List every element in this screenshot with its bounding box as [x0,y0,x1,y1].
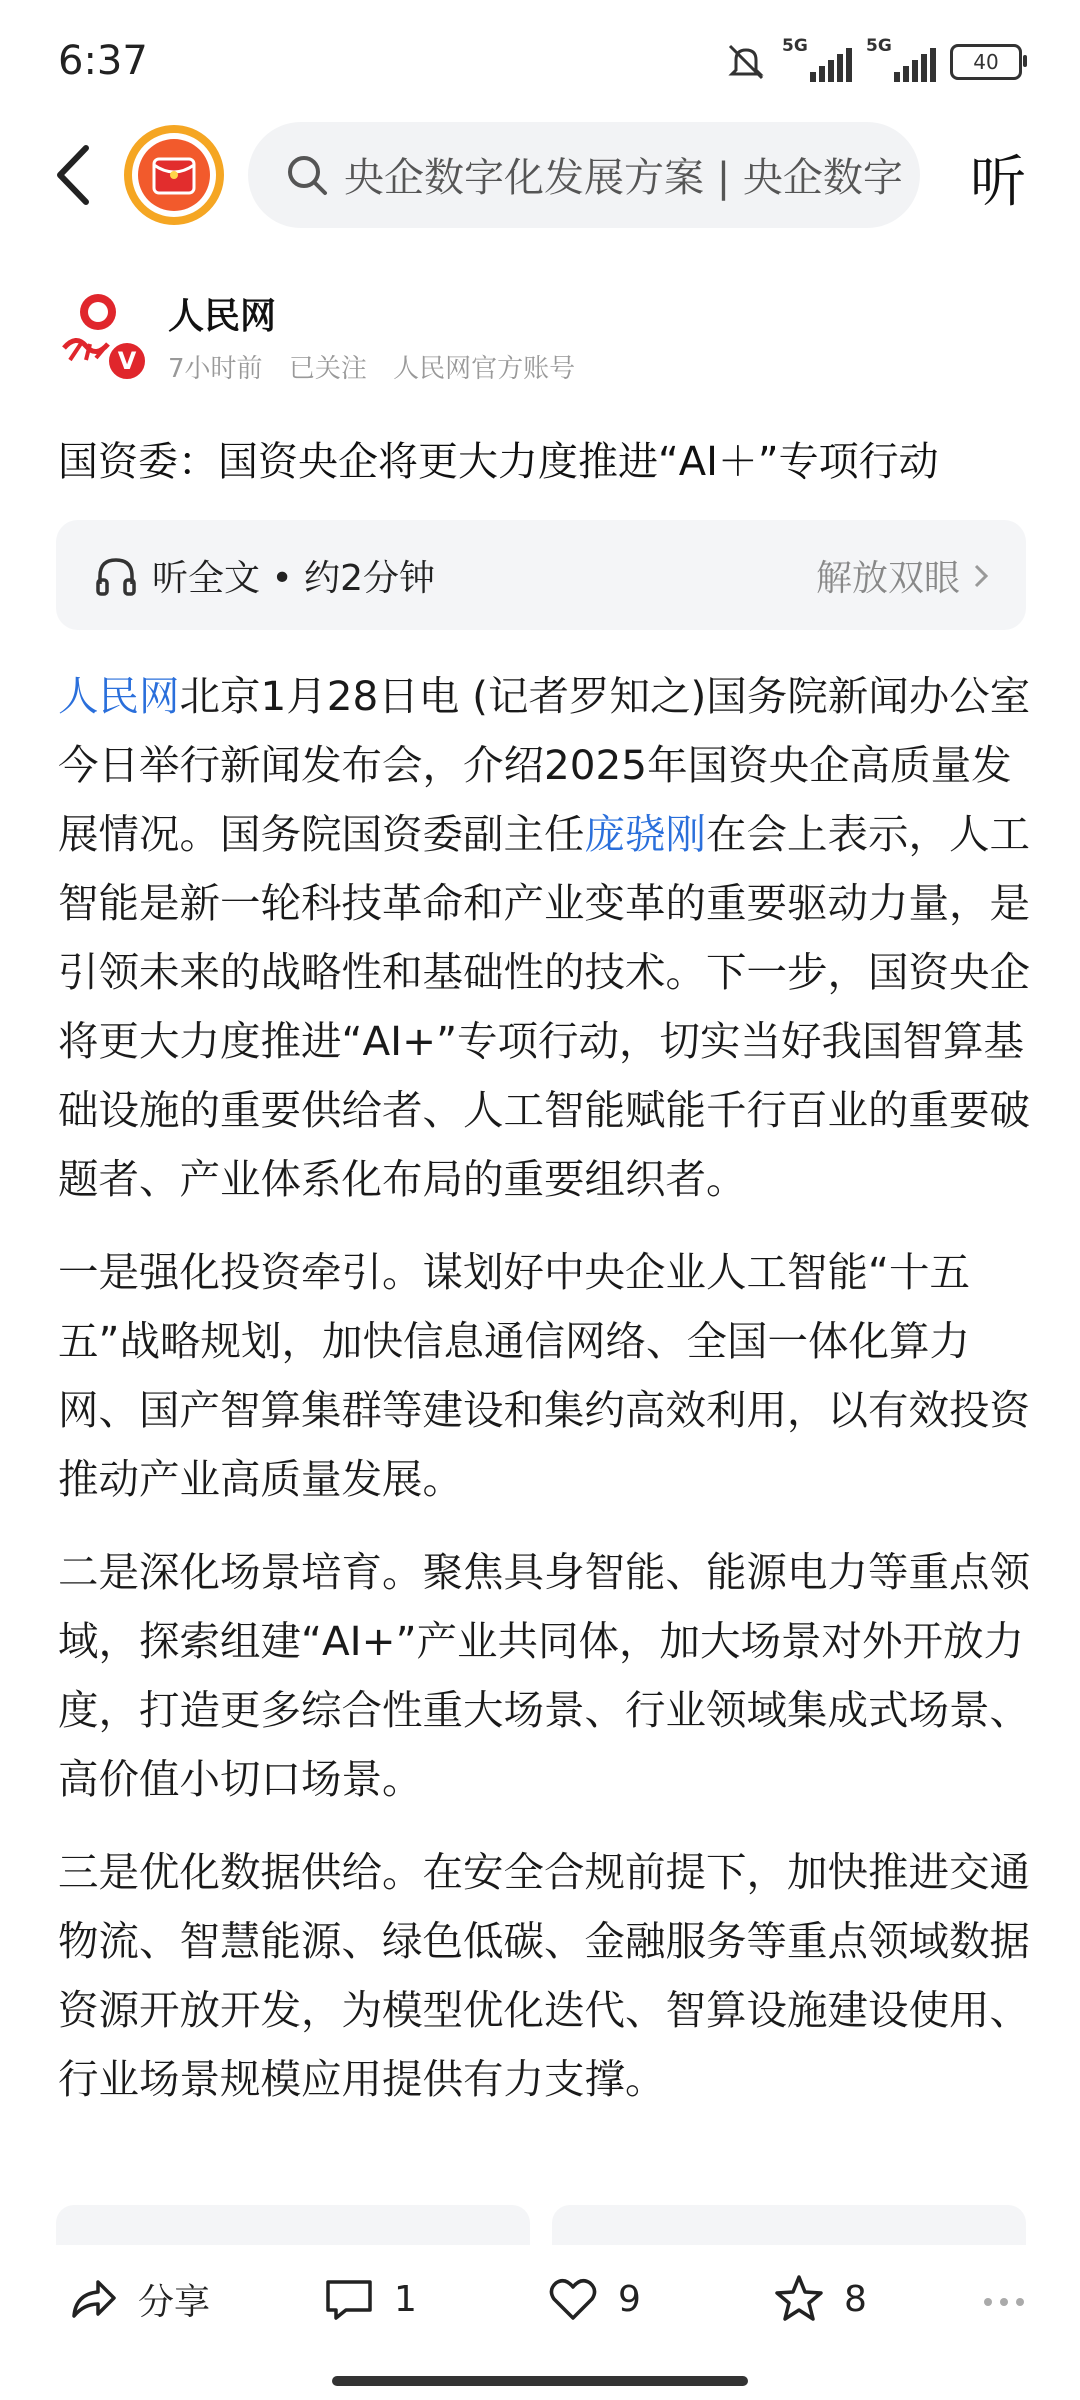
author-meta [168,348,593,385]
search-icon [284,152,330,198]
listen-full-text-label: 听全文 • 约2分钟 [152,558,436,599]
status-icons [724,36,1022,84]
related-card-left[interactable] [56,2205,530,2245]
related-card-right[interactable] [552,2205,1026,2245]
listen-full-text-bar[interactable] [56,520,1026,630]
status-bar [0,0,1080,120]
account-type: 人民网官方账号 [393,354,576,384]
share-icon [66,2272,120,2326]
bottom-action-bar [0,2250,1080,2350]
follow-status[interactable]: 已关注 [288,354,367,384]
signal-2-icon: 5G [866,42,936,82]
search-query-text: 央企数字化发展方案 | 央企数字 [344,155,903,201]
free-your-eyes-label: 解放双眼 [815,558,960,599]
related-cards-peek [56,2205,1026,2245]
favorite-count: 8 [844,2278,867,2320]
headphones-icon [94,554,138,598]
comment-button[interactable] [322,2272,417,2326]
back-icon[interactable] [44,140,104,210]
share-button[interactable] [66,2272,210,2326]
source-link[interactable]: 人民网 [58,672,180,720]
comment-count: 1 [394,2278,417,2320]
article-title: 国资委：国资央企将更大力度推进“AI＋”专项行动 [58,439,939,485]
battery-icon: 40 [950,44,1022,80]
like-button[interactable] [546,2272,641,2326]
home-indicator[interactable] [332,2376,748,2386]
signal-1-icon: 5G [782,42,852,82]
free-your-eyes-link[interactable] [816,550,990,601]
post-time: 7小时前 [168,354,263,384]
search-bar[interactable] [248,122,920,228]
chevron-right-icon [972,563,990,589]
article-body [58,662,1033,2138]
share-label: 分享 [138,2281,211,2323]
app-logo-icon[interactable] [124,125,224,225]
article-paragraph-1: 人民网北京1月28日电 (记者罗知之)国务院新闻办公室今日举行新闻发布会，介绍2025年国资央企高质量发展情况。国务院国资委副主任庞骁刚在会上表示，人工智能是新一轮科技革命和产业变革的重要驱动力量，是引领未来的战略性和基础性的技术。下一步，国资央企将更大力度推进“AI+”专项行动，切实当好我国智算基础设施的重要供给者、人工智能赋能千行百业的重要破题者、产业体系化布局的重要组织者。 [58,672,1031,1203]
author-name[interactable]: 人民网 [168,296,277,337]
star-icon [772,2272,826,2326]
person-link[interactable]: 庞骁刚 [584,810,706,858]
more-options-icon[interactable] [984,2298,1024,2306]
article-paragraph-3: 二是深化场景培育。聚焦具身智能、能源电力等重点领域，探索组建“AI+”产业共同体，加大场景对外开放力度，打造更多综合性重大场景、行业领域集成式场景、高价值小切口场景。 [58,1548,1030,1803]
verified-badge: V [106,340,148,382]
article-paragraph-2: 一是强化投资牵引。谋划好中央企业人工智能“十五五”战略规划，加快信息通信网络、全国一体化算力网、国产智算集群等建设和集约高效利用，以有效投资推动产业高质量发展。 [58,1248,1030,1503]
like-count: 9 [618,2278,641,2320]
favorite-button[interactable] [772,2272,867,2326]
listen-button[interactable]: 听 [970,150,1026,215]
comment-icon [322,2272,376,2326]
mute-bell-icon [724,42,768,82]
status-time: 6:37 [58,38,148,84]
article-paragraph-4: 三是优化数据供给。在安全合规前提下，加快推进交通物流、智慧能源、绿色低碳、金融服务等重点领域数据资源开放开发，为模型优化迭代、智算设施建设使用、行业场景规模应用提供有力支撑。 [58,1848,1030,2103]
heart-icon [546,2272,600,2326]
